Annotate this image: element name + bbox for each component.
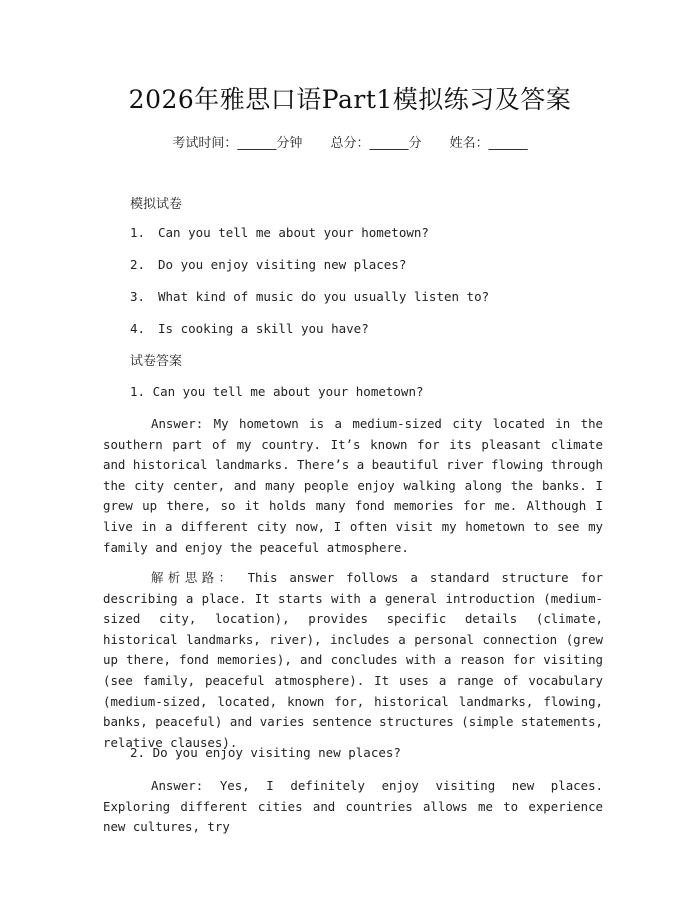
question-item	[130, 321, 369, 336]
exam-time: 考试时间：______分钟	[172, 136, 303, 151]
question-text: Do you enjoy visiting new places?	[158, 257, 407, 272]
question-item	[130, 225, 429, 240]
exam-heading: 模拟试卷	[130, 197, 183, 212]
answers-heading: 试卷答案	[130, 354, 183, 369]
answer-paragraph: Answer: Yes, I definitely enjoy visiting new places. Exploring different cities and countries allows me to experience new cultures, try	[103, 778, 603, 835]
question-item	[130, 257, 406, 272]
question-item	[130, 289, 489, 304]
question-text: What kind of music do you usually listen to?	[158, 289, 490, 304]
answer-question-heading: 2. Do you enjoy visiting new places?	[130, 745, 401, 760]
question-number: 3.	[130, 289, 146, 304]
question-number: 4.	[130, 321, 146, 336]
document-title: 2026年雅思口语Part1模拟练习及答案	[128, 85, 572, 114]
exam-meta	[0, 132, 700, 151]
student-name: 姓名：______	[449, 136, 528, 151]
question-number: 2.	[130, 257, 146, 272]
answer-question-heading: 1. Can you tell me about your hometown?	[130, 384, 424, 399]
exam-score: 总分：______分	[330, 136, 422, 151]
question-text: Can you tell me about your hometown?	[158, 225, 429, 240]
answer-paragraph: Answer: My hometown is a medium-sized city located in the southern part of my country. It’s known for its pleasant climate and historical landmarks. There’s a beautiful river flowing through the city center, and many people enjoy walking along the banks. I grew up there, so it holds many fond memories for me. Although I live in a different city now, I often visit my hometown to see my family and enjoy the peaceful atmosphere.	[103, 416, 603, 555]
analysis-paragraph	[103, 568, 603, 753]
analysis-label: 解析思路：	[151, 570, 236, 585]
question-number: 1.	[130, 225, 146, 240]
question-text: Is cooking a skill you have?	[158, 321, 369, 336]
analysis-text: This answer follows a standard structure for describing a place. It starts with a general introduction (medium-sized city, location), provides specific details (climate, historical landmarks, river), includes a personal connection (grew up there, fond memories), and concludes with a reason for visiting (see family, peaceful atmosphere). It uses a range of vocabulary (medium-sized, located, known for, historical landmarks, flowing, banks, peaceful) and varies sentence structures (simple statements, relative clauses).	[103, 570, 604, 750]
